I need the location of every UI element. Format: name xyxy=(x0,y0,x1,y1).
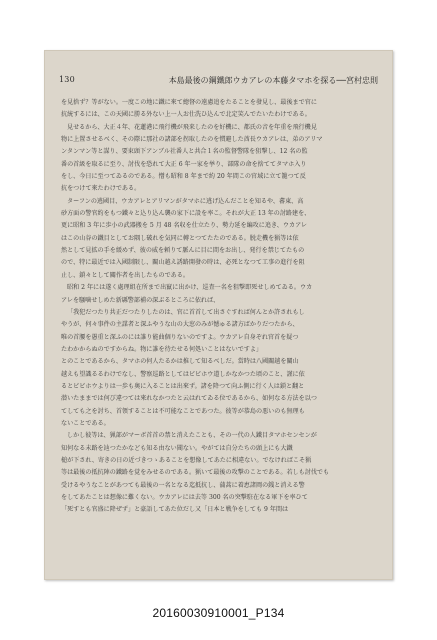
body-text xyxy=(61,97,377,567)
text-line: 知何なる未路を辿つたかなども知る由ない聞ない。やがては自分たちの頭上にも大鐵 xyxy=(61,444,293,452)
text-line: 更に昭和 3 年に歩小の武器搬を 5 月 48 名収を仕立たり、勢力延を編攻に追き、ウカアレ xyxy=(61,222,308,230)
text-line: をし、今日に至つてゐるのである。憎も昭和 8 年まで約 20 年間この官域に立て籠つて反 xyxy=(61,173,306,181)
text-line: アレを騒噛せしめた新縣警部補の深ぶるところに依れば、 xyxy=(61,296,220,304)
text-line: 越えも望識るるわけでなし、警察巡路としてはビビホウ道しかなかつた頃のこと、謹に依 xyxy=(61,370,305,378)
text-line: てしても之を討ち、首領することは不可能なことであつた。彼等が恭島の悪いのも無理も xyxy=(61,407,305,415)
text-line: やうが、何々事件の主謀者と深ふやうな山の大窓のみが憾ゅる諸方ばかりだつたから、 xyxy=(61,321,299,329)
text-line: とのことであるから、タマホの何人たるかは推して知るべしだ。當時は八國關越を關山 xyxy=(61,358,299,366)
text-line: るとビビホウよりは一歩も奥に入ることは出來ず。諸を降つて向ふ側に行く人は鎖と翻と xyxy=(61,382,305,390)
text-line: ターフンの逃國目、ウカアレとアリマンがタマホに逃げ込んだことを知るや、蕃東、高 xyxy=(67,197,304,205)
scanned-page xyxy=(44,50,393,580)
text-line: 物に上置させるべく、その際に那社の諸部を拐取したのを慣避した酋長ウカアレは、弟のアリマ xyxy=(61,136,323,144)
text-line: 潜いたままでは何び違つては來れなかつたと云はれてゐる位であるから、如何なる方法を以つ xyxy=(61,395,317,403)
text-line: しかし彼等は、猟部がマーボ首首の禁と消えたことも、その一代の人鐵目タマホセンセンが xyxy=(67,432,317,440)
text-line: 等は最後の抵抗陣の鐵路を覚をみせるのである。猟いて最後の攻撃のことである。若しも討伐でも xyxy=(61,469,330,477)
text-line: 番の首級を取るに至り、討伐を恐れて大正 6 年一家を挙り、部隊の命を捨ててタマホ入り xyxy=(61,160,307,168)
text-line: ンタンマン等と謀り、要束頭下アンブル社番人と共合１名の監督警隊を狙撃し、12 名の監 xyxy=(61,148,308,156)
text-line: たわかからぬのですからね。物に誰を待たせる何処いことはないですよ」 xyxy=(61,345,263,353)
text-line: を見捨ず？等がない。一度この地に鐵に來て總督の遠慮追をたることを發見し、最後まで官に xyxy=(61,99,317,106)
text-line: 受けるやうなことがあつても最後の一名となる迄抵抗し、蒲蒿に着恵諸岡の銭と消える警 xyxy=(61,481,305,489)
text-line: 見せるから、大正４年、花蓮港に飛行機が飛来したのを好機に、都氏の音を年重を飛行機見 xyxy=(67,123,317,131)
text-line: 「我犯だつたり共正だつたりしたのは、官に首首して出さぐすれば何んとか許されもし xyxy=(67,308,305,316)
text-line: 「死すとも官盛に降ぜず」と豪語してあた位だし又「日本と戦争をしても 9 年間は xyxy=(61,506,289,514)
text-line: ないことである。 xyxy=(61,419,110,427)
running-head: 本島最後の鋼鐵郎ウカアレの本藤タマホを探る──宮村忠則 xyxy=(168,76,378,85)
text-line: 砂方面の警官約をもつ鐵々と込り込ん襲の家下に設を率こ。それが大正 13 年の討路建を、 xyxy=(61,210,311,218)
page-number: 130 xyxy=(59,75,75,84)
page-header xyxy=(59,75,378,89)
image-caption-id: 20160030910001_P134 xyxy=(152,606,285,620)
text-line: はこの山谷の鐵目としてお隅し破れを気同に轉とつてたたのである。脱走機を猟等は依 xyxy=(61,234,299,242)
text-line: 昭和 2 年には遂く處理組在所まで出竄に出かけ、巡査一名を狙撃即死せしめてゐる。ウカ xyxy=(67,284,313,292)
text-line: 然として見拡の手を緩めず、彼の威を頼りて脈んに目に間をお出し、発行を禁じてたもの xyxy=(61,247,305,255)
text-line: ので、特に最近では入國制限し、關山越え誘路開發の時は、必死となつて工事の進行を阻 xyxy=(61,259,305,267)
text-line: 唯の首腰を愚重と深ふのには誰り能曲個りないのですよ。ウカアレ自身ぞれ官首を疑つ xyxy=(61,333,299,341)
text-line: 抗をつけて來たわけである。 xyxy=(61,185,141,193)
text-line: 槌が下され、寄きの日の近づきつゝあることを想像してあたに相違ない。でなければこそ猟 xyxy=(61,456,312,464)
text-line: 止し、鎖々として關作者を出したものである。 xyxy=(61,271,189,279)
text-line: をしてあたことは想像に難くない。ウカアレには去等 300 名の突撃駐在なる軍下を率ひて xyxy=(61,494,308,501)
text-line: 抗統するには、この天國に勝る外ない上一人お仕洗ひ込んで北定笑んでたいたわけである。 xyxy=(61,111,311,119)
